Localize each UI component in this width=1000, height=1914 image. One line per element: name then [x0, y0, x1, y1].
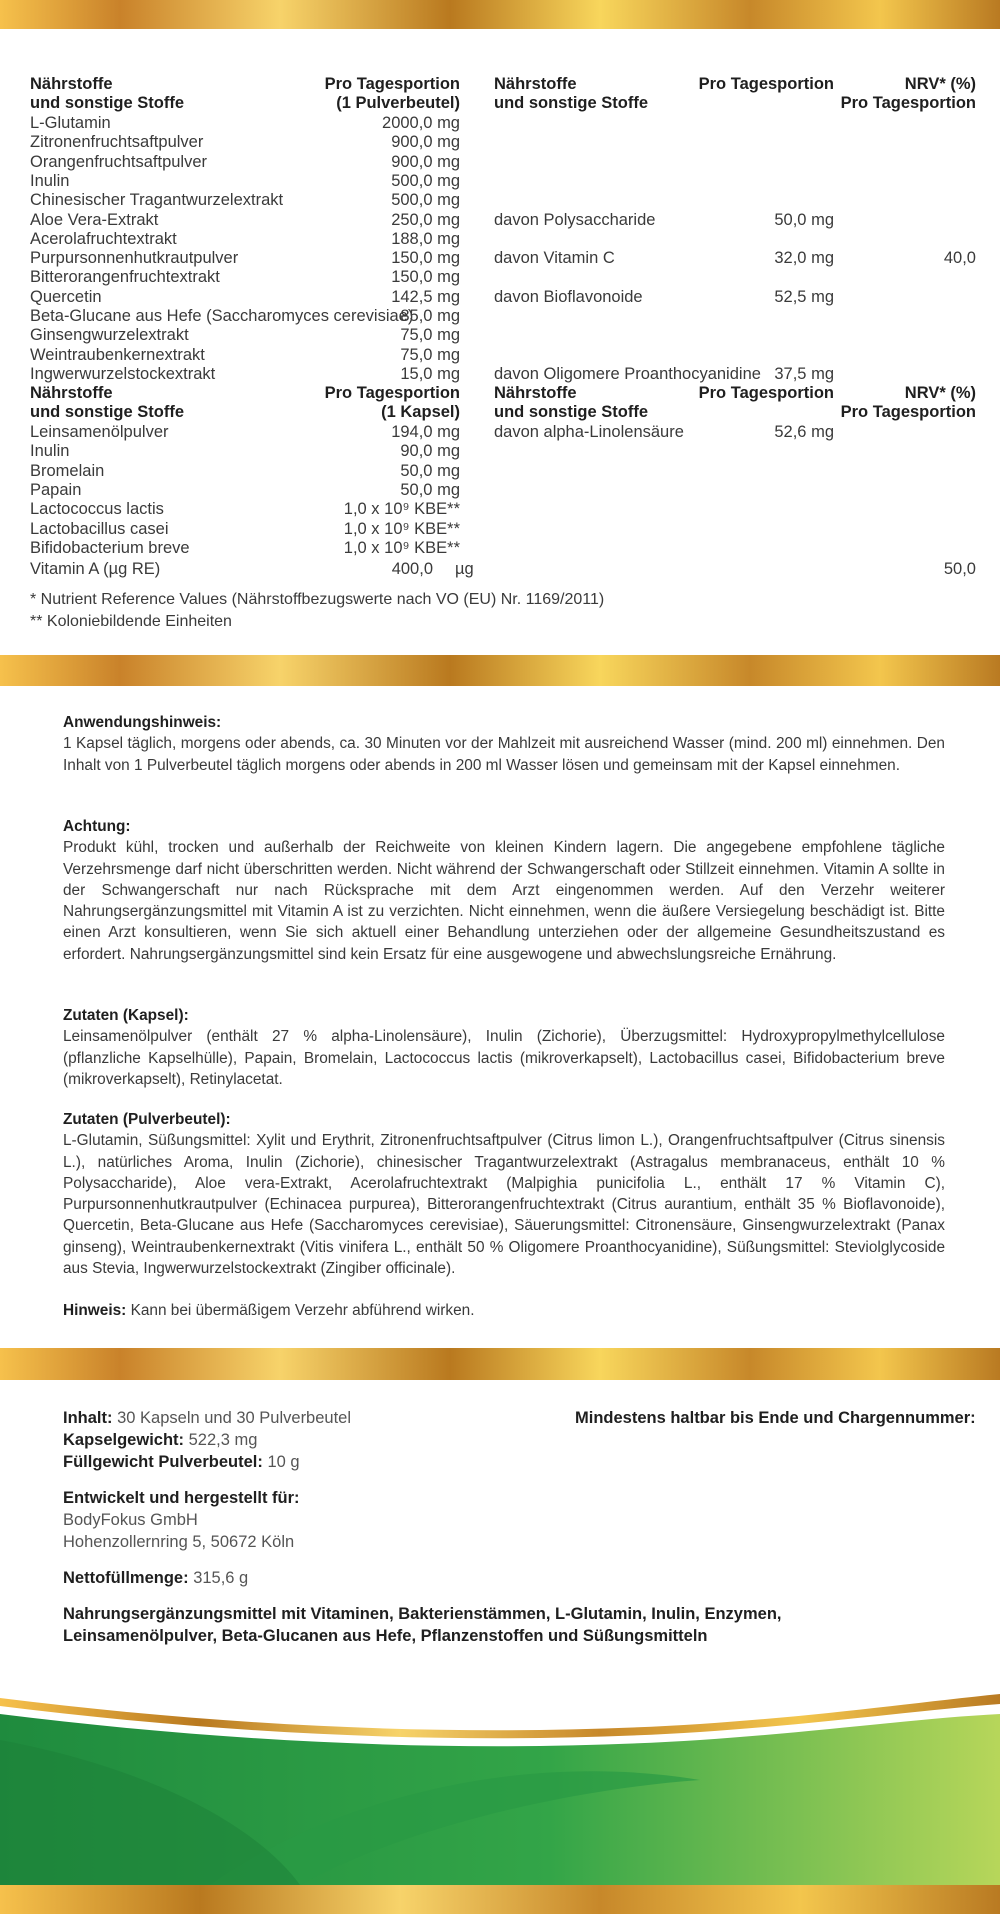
nutrient-value: 900,0 mg [391, 133, 460, 152]
t1-left-header-col2: Pro Tagesportion (1 Pulverbeutel) [324, 75, 460, 113]
t2-right-header-col3: NRV* (%) Pro Tagesportion [840, 384, 976, 422]
sub-nutrient-name: davon Bioflavonoide [494, 287, 643, 306]
t2-right-row-value: 52,6 mg [774, 423, 834, 441]
nutrient-name: Lactococcus lactis [30, 500, 164, 519]
sub-nutrient-name: davon Vitamin C [494, 249, 615, 268]
nutrient-name: Ginsengwurzelextrakt [30, 326, 189, 345]
nutrient-name: Chinesischer Tragantwurzelextrakt [30, 191, 284, 210]
nutrient-value: 1,0 x 10⁹ KBE** [343, 538, 460, 557]
t1-right-header-col2: Pro Tagesportion [698, 75, 834, 93]
sub-nutrient-name: davon Oligomere Proanthocyanidine [494, 364, 761, 383]
info-fuellgewicht: Füllgewicht Pulverbeutel: 10 g [63, 1453, 300, 1471]
product-description-2: Leinsamenölpulver, Beta-Glucanen aus Hefe, Pflanzenstoffen und Süßungsmitteln [63, 1627, 708, 1645]
info-kapselgewicht: Kapselgewicht: 522,3 mg [63, 1431, 258, 1449]
section-hinweis [63, 1300, 945, 1321]
zutaten-kapsel-text: Leinsamenölpulver (enthält 27 % alpha-Linolensäure), Inulin (Zichorie), Überzugsmittel: Hydroxypropylmethylcellulose (pflanzliche Kapselhülle), Papain, Bromelain, Lactococcus lactis (mikroverkapselt), Lactobacillus casei, Bifidobacterium breve (mikroverkapselt), Retinylacetat. [63, 1028, 945, 1088]
zutaten-kapsel-title: Zutaten (Kapsel): [63, 1007, 189, 1024]
t1-right-header-col3: NRV* (%) Pro Tagesportion [840, 75, 976, 113]
nutrient-value: 75,0 mg [400, 345, 460, 364]
nutrient-name: Aloe Vera-Extrakt [30, 210, 159, 229]
nutrient-value: 194,0 mg [391, 423, 460, 441]
t2-right-header-col2: Pro Tagesportion [698, 384, 834, 402]
hinweis-title: Hinweis: [63, 1302, 127, 1319]
footnote-kbe: ** Koloniebildende Einheiten [30, 613, 232, 630]
top-gold-bar [0, 0, 1000, 29]
nutrient-name: Ingwerwurzelstockextrakt [30, 364, 216, 383]
section-zutaten-kapsel [63, 1005, 945, 1090]
footer-wave-graphic [0, 1680, 1000, 1914]
nutrient-value: 90,0 mg [400, 442, 460, 461]
zutaten-pulver-title: Zutaten (Pulverbeutel): [63, 1111, 231, 1128]
nutrient-value: 500,0 mg [391, 191, 460, 210]
product-description-1: Nahrungsergänzungsmittel mit Vitaminen, Bakterienstämmen, L-Glutamin, Inulin, Enzymen, [63, 1605, 782, 1623]
nutrient-value: 50,0 mg [400, 480, 460, 499]
nutrient-value: 15,0 mg [400, 364, 460, 383]
nutrient-name: Inulin [30, 171, 70, 190]
info-hergestellt-company: BodyFokus GmbH [63, 1511, 198, 1529]
vitamin-a-unit: µg [455, 560, 474, 578]
nutrient-value: 1,0 x 10⁹ KBE** [343, 500, 460, 519]
nutrient-name: Leinsamenölpulver [30, 423, 169, 441]
achtung-title: Achtung: [63, 818, 131, 835]
t2-left-header-col1: Nährstoffe und sonstige Stoffe [30, 384, 184, 422]
anwendung-title: Anwendungshinweis: [63, 714, 222, 731]
t1-right-header-col1: Nährstoffe und sonstige Stoffe [494, 75, 648, 113]
info-hergestellt-address: Hohenzollernring 5, 50672 Köln [63, 1533, 295, 1551]
nutrient-value: 250,0 mg [391, 210, 460, 229]
nutrient-name: Beta-Glucane aus Hefe (Saccharomyces cerevisiae) [30, 307, 414, 325]
sub-nutrient-value: 37,5 mg [774, 364, 834, 383]
sub-nutrient-value: 52,5 mg [774, 287, 834, 306]
nutrient-value: 500,0 mg [391, 171, 460, 190]
footnote-nrv: * Nutrient Reference Values (Nährstoffbezugswerte nach VO (EU) Nr. 1169/2011) [30, 591, 605, 608]
nutrient-name: Purpursonnenhutkrautpulver [30, 249, 239, 268]
gold-divider-1 [0, 655, 1000, 686]
gold-divider-2 [0, 1348, 1000, 1380]
nutrient-name: Bromelain [30, 461, 105, 480]
info-hergestellt-label: Entwickelt und hergestellt für: [63, 1489, 300, 1507]
sub-nutrient-value: 32,0 mg [774, 249, 834, 268]
vitamin-a-nrv: 50,0 [943, 560, 976, 578]
nutrient-value: 2000,0 mg [382, 114, 460, 132]
section-zutaten-pulver [63, 1109, 945, 1279]
nutrient-name: Acerolafruchtextrakt [30, 229, 177, 248]
zutaten-pulver-text: L-Glutamin, Süßungsmittel: Xylit und Erythrit, Zitronenfruchtsaftpulver (Citrus limon L.), Orangenfruchtsaftpulver (Citrus sinensis L.), natürliches Aroma, Inulin (Zichorie), chinesischer Tragantwurzelextrakt (Astragalus membranaceus, enthält 10 % Polysaccharide), Aloe vera-Extrakt, Acerolafruchtextrakt (Malpighia punicifolia L., enthält 17 % Vitamin C), Purpursonnenhutkrautpulver (Echinacea purpurea), Bitterorangenfruchtextrakt (Citrus aurantium, enthält 35 % Bioflavonoide), Quercetin, Beta-Glucane aus Hefe (Saccharomyces cerevisiae), Säuerungsmittel: Citronensäure, Ginsengwurzelextrakt (Panax ginseng), Weintraubenkernextrakt (Vitis vinifera L., enthält 50 % Oligomere Proanthocyanidine), Süßungsmittel: Steviolglycoside aus Stevia, Ingwerwurzelstockextrakt (Zingiber officinale). [63, 1132, 945, 1278]
t2-right-row-name: davon alpha-Linolensäure [494, 423, 684, 441]
nutrient-value: 85,0 mg [400, 307, 460, 325]
nutrient-name: Orangenfruchtsaftpulver [30, 152, 208, 171]
mhd-label: Mindestens haltbar bis Ende und Chargennummer: [575, 1409, 976, 1427]
vitamin-a-value: 400,0 [391, 560, 433, 578]
sub-nutrient-value: 50,0 mg [774, 210, 834, 229]
nutrient-value: 142,5 mg [391, 287, 460, 306]
nutrient-name: Inulin [30, 442, 70, 461]
nutrient-value: 188,0 mg [391, 229, 460, 248]
info-netto: Nettofüllmenge: 315,6 g [63, 1569, 249, 1587]
section-achtung [63, 816, 945, 965]
nutrient-name: Bitterorangenfruchtextrakt [30, 268, 220, 287]
t1-left-header-col1: Nährstoffe und sonstige Stoffe [30, 75, 184, 113]
nutrient-name: Lactobacillus casei [30, 519, 169, 538]
anwendung-text: 1 Kapsel täglich, morgens oder abends, ca. 30 Minuten vor der Mahlzeit mit ausreichend Wasser (mind. 200 ml) einnehmen. Den Inhalt von 1 Pulverbeutel täglich morgens oder abends in 200 ml Wasser lösen und gemeinsam mit der Kapsel einnehmen. [63, 735, 945, 774]
nutrient-name: Zitronenfruchtsaftpulver [30, 133, 204, 152]
hinweis-text: Kann bei übermäßigem Verzehr abführend wirken. [130, 1302, 475, 1319]
nutrient-name: Papain [30, 480, 82, 499]
nutrient-value: 900,0 mg [391, 152, 460, 171]
achtung-text: Produkt kühl, trocken und außerhalb der Reichweite von kleinen Kindern lagern. Die angegebene empfohlene tägliche Verzehrsmenge darf nicht überschritten werden. Nicht während der Schwangerschaft oder Stillzeit einnehmen. Vitamin A sollte in der Schwangerschaft nur nach Rücksprache mit dem Arzt eingenommen werden. Auf den Verzehr weiterer Nahrungsergänzungsmittel mit Vitamin A ist zu verzichten. Nicht einnehmen, wenn die äußere Versiegelung beschädigt ist. Bitte einen Arzt konsultieren, wenn Sie sich aktuell einer Behandlung unterziehen oder der allgemeine Gesundheitszustand es erfordert. Nahrungsergänzungsmittel sind kein Ersatz für eine ausgewogene und abwechslungsreiche Ernährung. [63, 839, 945, 963]
sub-nutrient-nrv: 40,0 [943, 249, 976, 268]
t2-right-header-col1: Nährstoffe und sonstige Stoffe [494, 384, 648, 422]
sub-nutrient-name: davon Polysaccharide [494, 210, 656, 229]
nutrient-value: 1,0 x 10⁹ KBE** [343, 519, 460, 538]
section-anwendung [63, 712, 945, 776]
nutrient-value: 150,0 mg [391, 249, 460, 268]
nutrient-name: Bifidobacterium breve [30, 538, 190, 557]
t2-left-header-col2: Pro Tagesportion (1 Kapsel) [324, 384, 460, 422]
nutrient-value: 75,0 mg [400, 326, 460, 345]
nutrient-name: Quercetin [30, 287, 102, 306]
nutrient-value: 50,0 mg [400, 461, 460, 480]
nutrient-value: 150,0 mg [391, 268, 460, 287]
info-inhalt: Inhalt: 30 Kapseln und 30 Pulverbeutel [63, 1409, 352, 1427]
nutrient-name: L-Glutamin [30, 114, 111, 132]
nutrient-name: Weintraubenkernextrakt [30, 345, 205, 364]
vitamin-a-name: Vitamin A (µg RE) [30, 560, 161, 578]
